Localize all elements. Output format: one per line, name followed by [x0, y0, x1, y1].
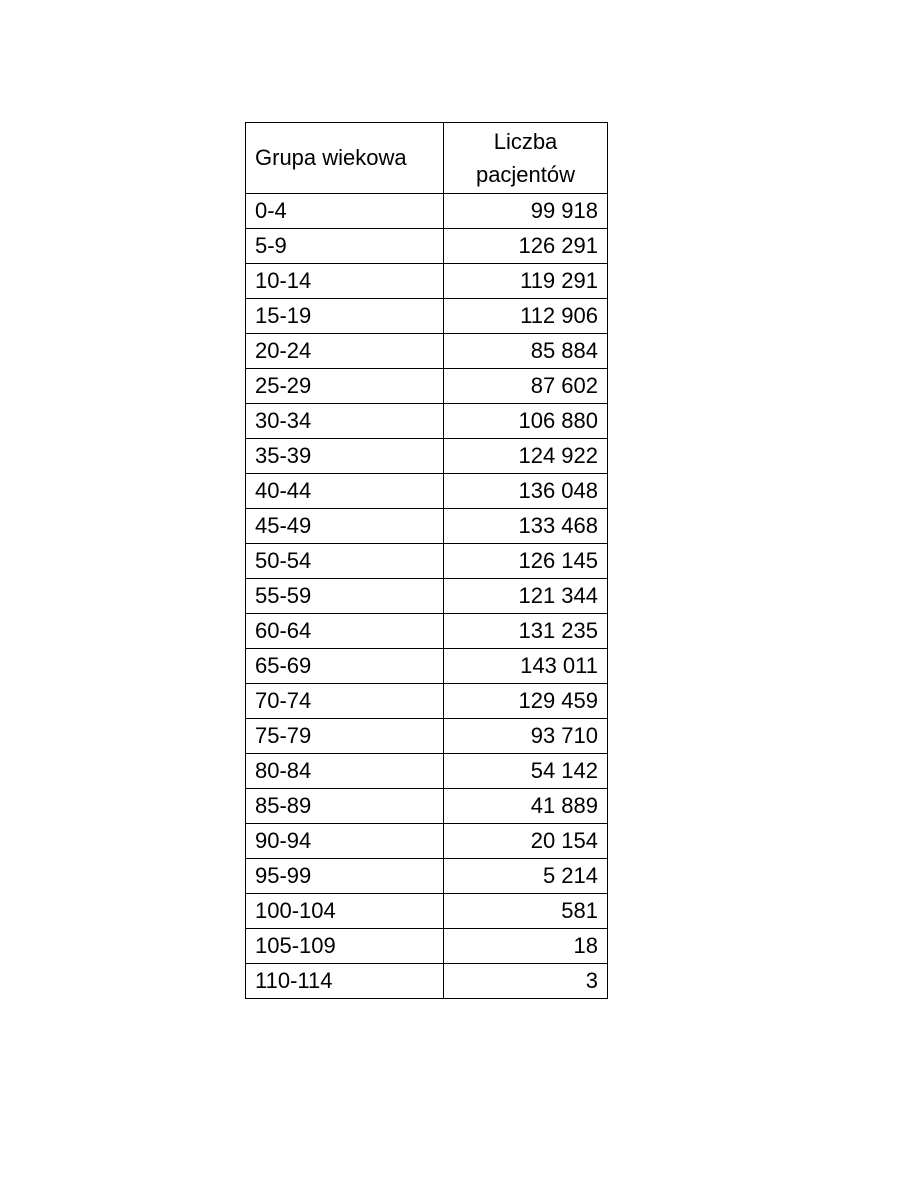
age-group-cell: 75-79 [246, 719, 444, 754]
table-row [246, 474, 608, 509]
age-group-cell: 70-74 [246, 684, 444, 719]
age-group-cell: 95-99 [246, 859, 444, 894]
table-row [246, 229, 608, 264]
table-row [246, 929, 608, 964]
age-group-cell: 40-44 [246, 474, 444, 509]
table-row [246, 544, 608, 579]
table-row [246, 334, 608, 369]
table-row [246, 194, 608, 229]
table-header-row [246, 123, 608, 194]
table-body [246, 194, 608, 999]
age-group-cell: 10-14 [246, 264, 444, 299]
age-group-cell: 105-109 [246, 929, 444, 964]
patient-count-cell: 87 602 [444, 369, 608, 404]
patient-count-cell: 106 880 [444, 404, 608, 439]
age-group-cell: 50-54 [246, 544, 444, 579]
table-row [246, 509, 608, 544]
patient-count-cell: 126 291 [444, 229, 608, 264]
table-row [246, 719, 608, 754]
header-age-group: Grupa wiekowa [246, 123, 444, 194]
table-row [246, 264, 608, 299]
patient-count-cell: 129 459 [444, 684, 608, 719]
patient-count-cell: 136 048 [444, 474, 608, 509]
table-row [246, 789, 608, 824]
age-group-cell: 0-4 [246, 194, 444, 229]
age-group-cell: 30-34 [246, 404, 444, 439]
patients-by-age-table [245, 122, 608, 999]
patient-count-cell: 54 142 [444, 754, 608, 789]
patient-count-cell: 126 145 [444, 544, 608, 579]
patient-count-cell: 143 011 [444, 649, 608, 684]
age-group-cell: 45-49 [246, 509, 444, 544]
table-row [246, 754, 608, 789]
age-group-cell: 20-24 [246, 334, 444, 369]
table-row [246, 369, 608, 404]
patient-count-cell: 112 906 [444, 299, 608, 334]
table-row [246, 404, 608, 439]
patient-count-cell: 133 468 [444, 509, 608, 544]
age-group-cell: 55-59 [246, 579, 444, 614]
patient-count-cell: 581 [444, 894, 608, 929]
table-row [246, 964, 608, 999]
patient-count-cell: 18 [444, 929, 608, 964]
patient-count-cell: 124 922 [444, 439, 608, 474]
patient-count-cell: 119 291 [444, 264, 608, 299]
age-group-cell: 60-64 [246, 614, 444, 649]
age-group-cell: 65-69 [246, 649, 444, 684]
patient-count-cell: 99 918 [444, 194, 608, 229]
age-group-cell: 5-9 [246, 229, 444, 264]
age-group-cell: 35-39 [246, 439, 444, 474]
age-group-cell: 80-84 [246, 754, 444, 789]
age-group-cell: 25-29 [246, 369, 444, 404]
age-group-cell: 100-104 [246, 894, 444, 929]
table-row [246, 684, 608, 719]
patient-count-cell: 85 884 [444, 334, 608, 369]
patient-count-cell: 121 344 [444, 579, 608, 614]
header-patient-count: Liczba pacjentów [444, 123, 608, 194]
patient-count-cell: 3 [444, 964, 608, 999]
table-row [246, 649, 608, 684]
table-row [246, 614, 608, 649]
patient-count-cell: 93 710 [444, 719, 608, 754]
patient-count-cell: 41 889 [444, 789, 608, 824]
patient-count-cell: 131 235 [444, 614, 608, 649]
age-group-cell: 85-89 [246, 789, 444, 824]
table-row [246, 894, 608, 929]
table-row [246, 579, 608, 614]
age-group-cell: 15-19 [246, 299, 444, 334]
patient-count-cell: 5 214 [444, 859, 608, 894]
table-row [246, 824, 608, 859]
age-group-cell: 110-114 [246, 964, 444, 999]
table-row [246, 299, 608, 334]
table-row [246, 439, 608, 474]
age-group-cell: 90-94 [246, 824, 444, 859]
patient-count-cell: 20 154 [444, 824, 608, 859]
table-row [246, 859, 608, 894]
